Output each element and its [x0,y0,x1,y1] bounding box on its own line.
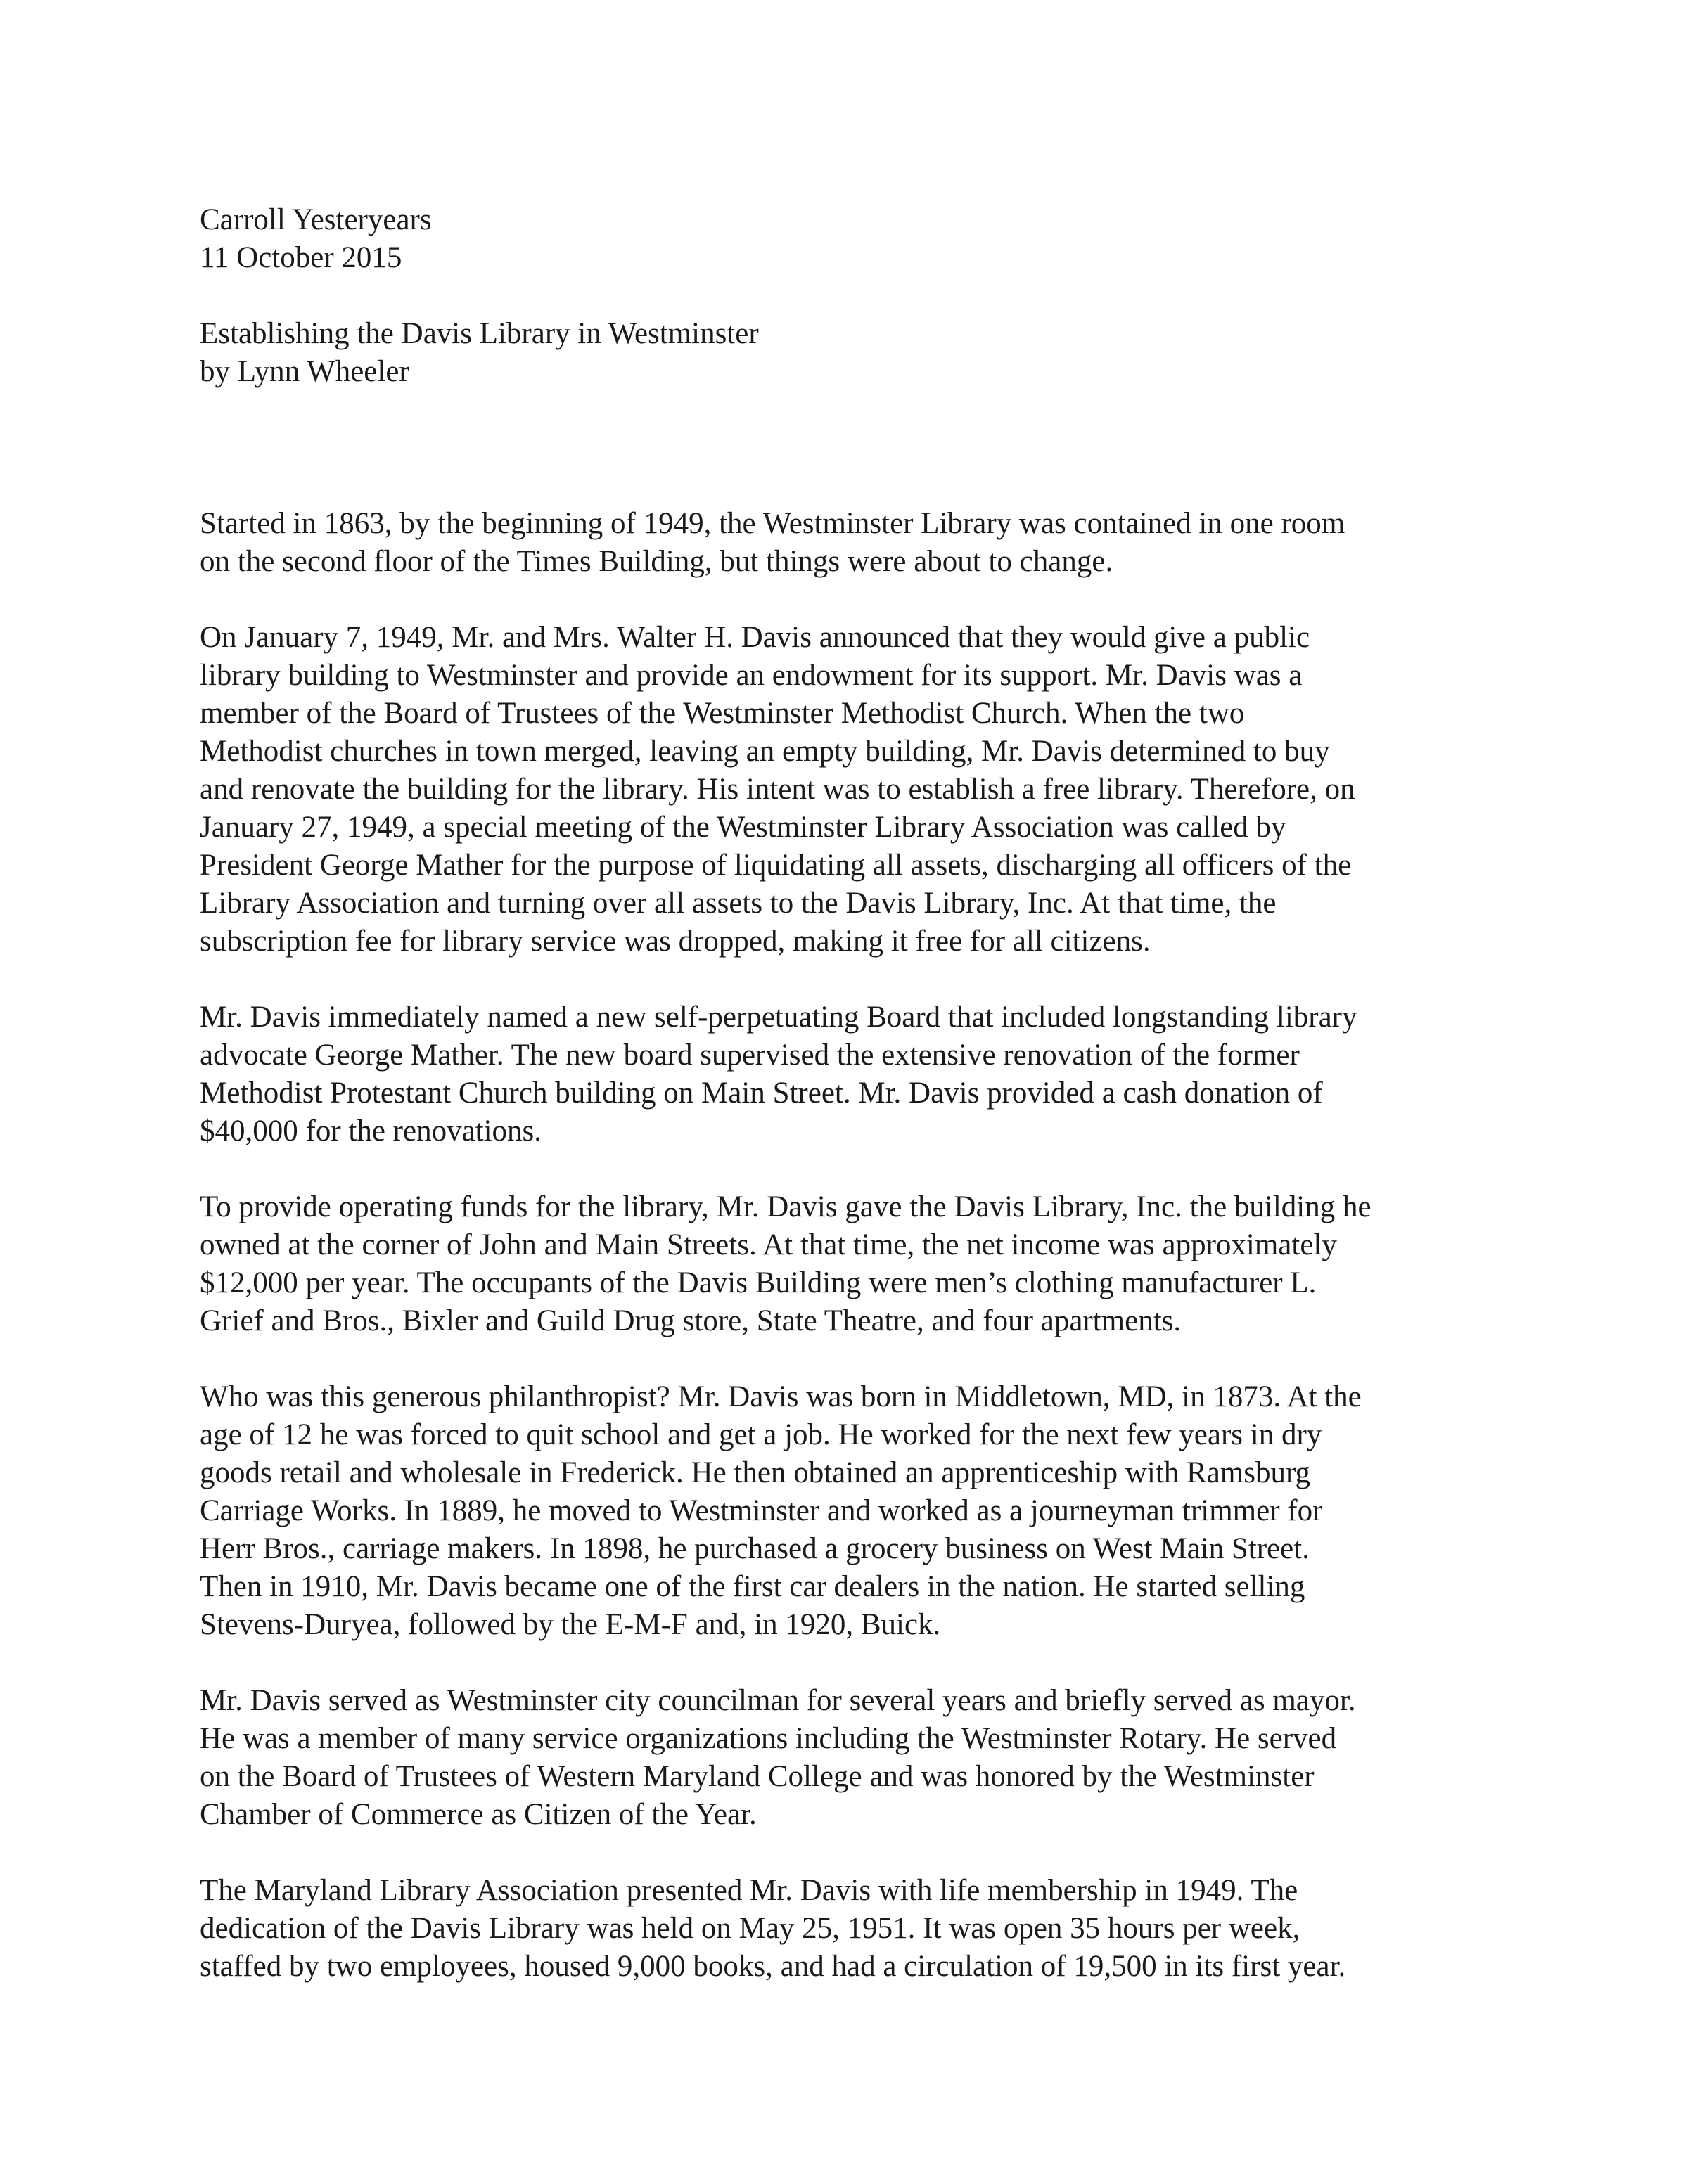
paragraph-line: Library Association and turning over all assets to the Davis Library, Inc. At that time, the [200,887,1277,920]
paragraph-line: To provide operating funds for the library, Mr. Davis gave the Davis Library, Inc. the building he [200,1190,1372,1223]
paragraph-line: advocate George Mather. The new board supervised the extensive renovation of the former [200,1039,1300,1072]
paragraph-line: Then in 1910, Mr. Davis became one of the first car dealers in the nation. He started selling [200,1570,1305,1603]
paragraph-line: January 27, 1949, a special meeting of the Westminster Library Association was called by [200,811,1286,844]
paragraph-6 [200,1682,1522,1834]
paragraph-line: goods retail and wholesale in Frederick. He then obtained an apprenticeship with Ramsburg [200,1456,1311,1489]
paragraph-line: member of the Board of Trustees of the Westminster Methodist Church. When the two [200,697,1245,730]
paragraph-line: Methodist churches in town merged, leaving an empty building, Mr. Davis determined to buy [200,735,1330,768]
paragraph-line: Methodist Protestant Church building on Main Street. Mr. Davis provided a cash donation of [200,1077,1323,1110]
paragraph-line: The Maryland Library Association presented Mr. Davis with life membership in 1949. The [200,1874,1298,1907]
paragraph-4 [200,1188,1522,1340]
paragraph-7 [200,1872,1522,1986]
paragraph-line: $40,000 for the renovations. [200,1115,542,1148]
paragraph-line: on the second floor of the Times Building, but things were about to change. [200,545,1113,578]
paragraph-line: owned at the corner of John and Main Streets. At that time, the net income was approximately [200,1228,1337,1261]
paragraph-line: Mr. Davis served as Westminster city councilman for several years and briefly served as mayor. [200,1684,1356,1717]
paragraph-line: and renovate the building for the library. His intent was to establish a free library. Therefore, on [200,773,1355,806]
paragraph-5 [200,1378,1522,1644]
paragraph-line: Carriage Works. In 1889, he moved to Westminster and worked as a journeyman trimmer for [200,1494,1323,1527]
article-title: Establishing the Davis Library in Westminster [200,317,759,350]
paragraph-line: Grief and Bros., Bixler and Guild Drug store, State Theatre, and four apartments. [200,1304,1182,1337]
paragraph-line: dedication of the Davis Library was held on May 25, 1951. It was open 35 hours per week, [200,1912,1300,1945]
paragraph-line: on the Board of Trustees of Western Maryland College and was honored by the Westminster [200,1760,1315,1793]
paragraph-line: $12,000 per year. The occupants of the Davis Building were men’s clothing manufacturer L. [200,1266,1317,1299]
paragraph-line: Who was this generous philanthropist? Mr. Davis was born in Middletown, MD, in 1873. At the [200,1380,1362,1413]
paragraph-line: Started in 1863, by the beginning of 1949, the Westminster Library was contained in one room [200,507,1345,540]
paragraph-line: Herr Bros., carriage makers. In 1898, he purchased a grocery business on West Main Street. [200,1532,1310,1565]
paragraph-1 [200,505,1522,581]
paragraph-line: Mr. Davis immediately named a new self-perpetuating Board that included longstanding library [200,1001,1357,1034]
document-content [200,201,1522,1986]
article-heading [200,315,1522,391]
paragraph-3 [200,998,1522,1150]
article-byline: by Lynn Wheeler [200,355,409,388]
paragraph-line: age of 12 he was forced to quit school and get a job. He worked for the next few years in dry [200,1418,1322,1451]
paragraph-2 [200,619,1522,961]
article-body [200,505,1522,1986]
column-header [200,201,1522,277]
publication-date: 11 October 2015 [200,241,402,274]
paragraph-line: President George Mather for the purpose of liquidating all assets, discharging all officers of the [200,849,1352,882]
paragraph-line: subscription fee for library service was dropped, making it free for all citizens. [200,925,1151,958]
paragraph-line: staffed by two employees, housed 9,000 books, and had a circulation of 19,500 in its first year. [200,1950,1346,1983]
column-name: Carroll Yesteryears [200,203,432,236]
paragraph-line: library building to Westminster and provide an endowment for its support. Mr. Davis was a [200,659,1303,692]
paragraph-line: Chamber of Commerce as Citizen of the Year. [200,1798,757,1831]
paragraph-line: Stevens-Duryea, followed by the E-M-F and, in 1920, Buick. [200,1608,941,1641]
paragraph-line: He was a member of many service organizations including the Westminster Rotary. He served [200,1722,1337,1755]
paragraph-line: On January 7, 1949, Mr. and Mrs. Walter H. Davis announced that they would give a public [200,621,1310,654]
